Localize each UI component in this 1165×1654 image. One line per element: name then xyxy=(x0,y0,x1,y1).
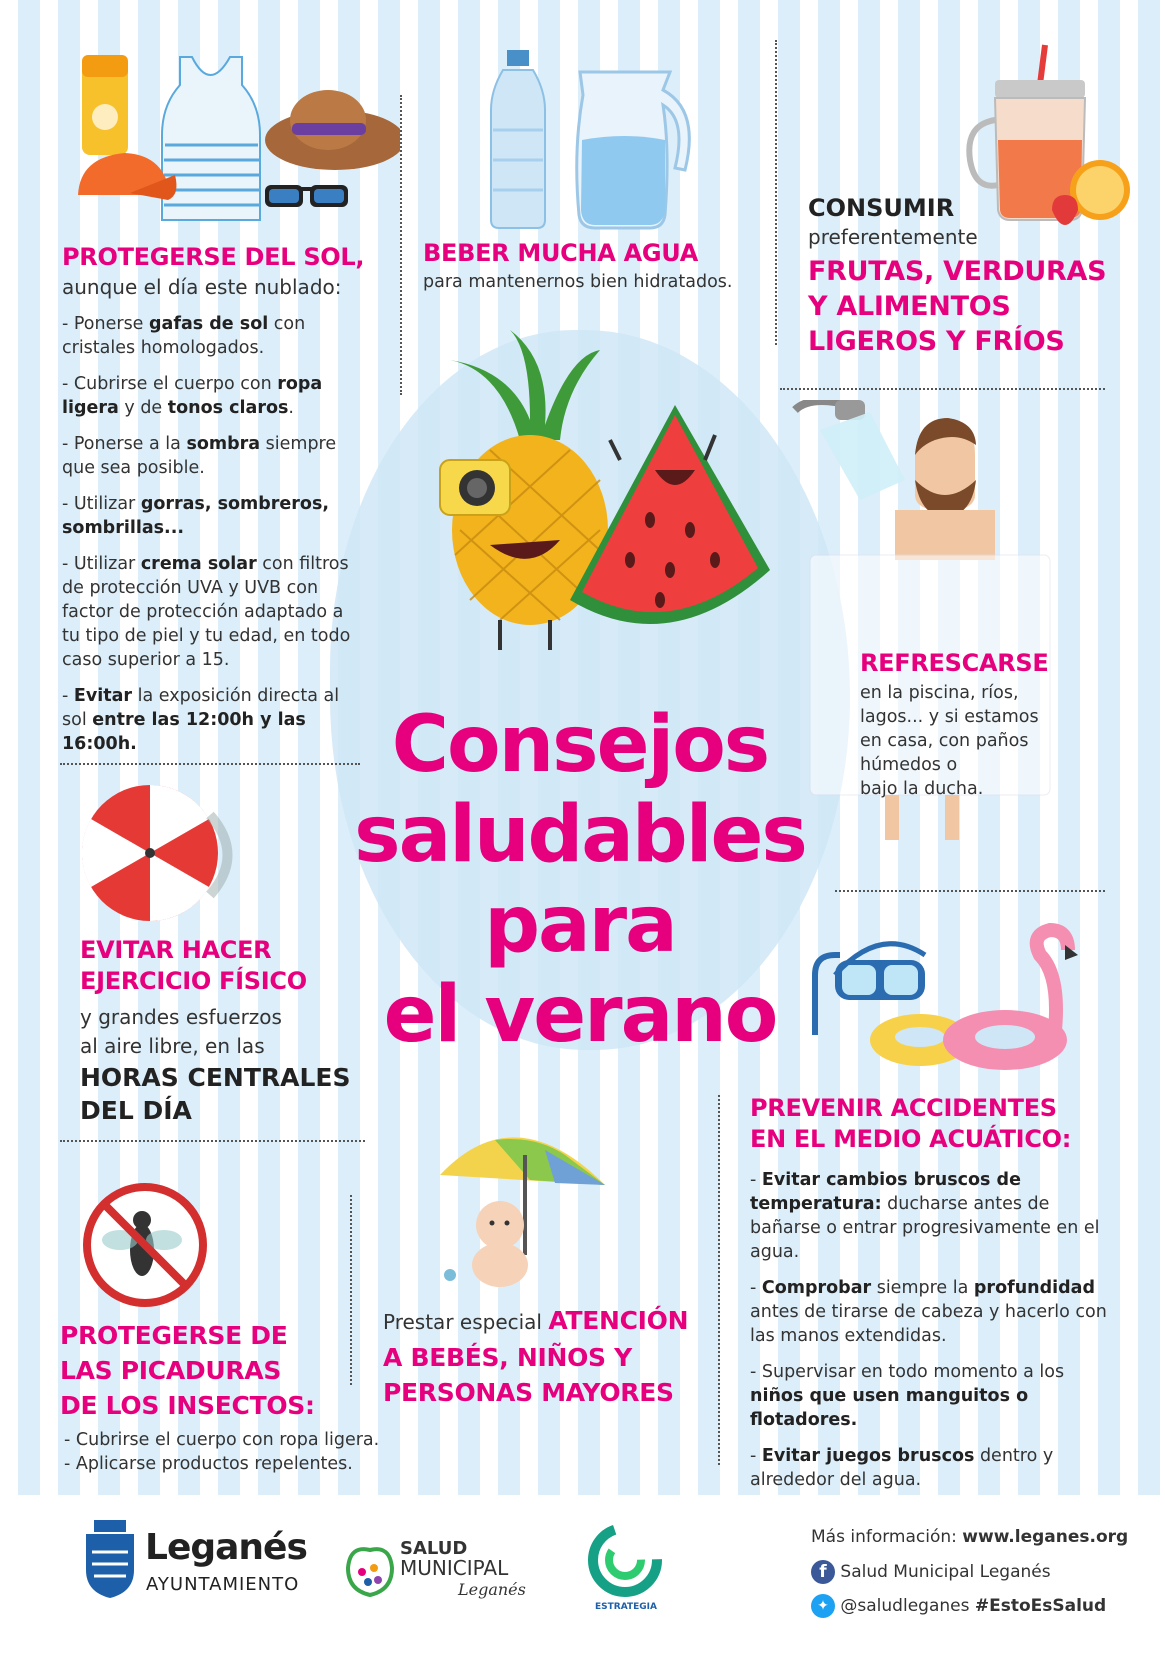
refresh-heading: REFRESCARSE xyxy=(860,649,1049,677)
divider xyxy=(718,1095,720,1465)
list-item: - Ponerse a la sombra siempre que sea posible. xyxy=(62,434,337,478)
care-heading: A BEBÉS, NIÑOS Y PERSONAS MAYORES xyxy=(383,1343,674,1407)
aquatic-heading: PREVENIR ACCIDENTES EN EL MEDIO ACUÁTICO: xyxy=(750,1094,1072,1153)
sun-subheading: aunque el día este nublado: xyxy=(62,275,342,299)
orange-slice-icon xyxy=(1070,160,1130,220)
water-jug-icon xyxy=(577,72,690,228)
food-heading: FRUTAS, VERDURAS Y ALIMENTOS LIGEROS Y FRÍOS xyxy=(808,256,1107,357)
pool-illustration xyxy=(810,915,1080,1070)
insect-illustration xyxy=(80,1180,210,1310)
facebook-link[interactable]: f Salud Municipal Leganés xyxy=(811,1560,1051,1584)
exercise-strong: HORAS CENTRALES DEL DÍA xyxy=(80,1063,351,1125)
food-lead: CONSUMIR xyxy=(808,194,955,222)
juice-illustration xyxy=(960,40,1140,225)
divider xyxy=(835,890,1105,892)
list-item: - Evitar la exposición directa al sol entre las 12:00h y las 16:00h. xyxy=(62,686,340,754)
list-item: - Utilizar gorras, sombreros, sombrillas... xyxy=(62,494,330,538)
beach-umbrella-icon xyxy=(82,785,228,921)
twitter-icon: ✦ xyxy=(811,1594,835,1618)
list-item: - Ponerse gafas de sol con cristales homologados. xyxy=(62,314,306,358)
city-subtitle: AYUNTAMIENTO xyxy=(146,1574,300,1595)
aquatic-tips-list xyxy=(750,1168,1115,1504)
website-link[interactable]: www.leganes.org xyxy=(962,1527,1129,1547)
sunscreen-icon xyxy=(82,55,128,155)
estrategia-logo xyxy=(585,1520,665,1600)
baby-illustration xyxy=(435,1115,610,1290)
sun-protection-illustration xyxy=(70,45,400,225)
list-item: - Cubrirse el cuerpo con ropa ligera. xyxy=(64,1430,380,1450)
list-item: - Supervisar en todo momento a los niños que usen manguitos o flotadores. xyxy=(750,1362,1065,1430)
salud-logo-text-2: MUNICIPAL xyxy=(400,1556,509,1580)
sun-hat-icon xyxy=(265,90,400,170)
salud-logo-text-3: Leganés xyxy=(458,1580,526,1599)
list-item: - Evitar cambios bruscos de temperatura: ducharse antes de bañarse o entrar progresivamente en el agua. xyxy=(750,1170,1100,1262)
divider xyxy=(350,1195,352,1385)
list-item: - Utilizar crema solar con filtros de protección UVA y UVB con factor de protección adaptado a tu tipo de piel y tu edad, en todo caso superior a 15. xyxy=(62,554,351,670)
leganes-shield-logo xyxy=(82,1520,138,1600)
list-item: - Cubrirse el cuerpo con ropa ligera y de tonos claros. xyxy=(62,374,323,418)
refresh-body: en la piscina, ríos, lagos... y si estamos en casa, con paños húmedos o bajo la ducha. xyxy=(860,683,1039,799)
flamingo-float-icon xyxy=(943,930,1078,1070)
sun-heading: PROTEGERSE DEL SOL, xyxy=(62,243,365,271)
water-heading: BEBER MUCHA AGUA xyxy=(423,239,699,267)
exercise-subheading: y grandes esfuerzos al aire libre, en las xyxy=(80,1005,282,1058)
umbrella-illustration xyxy=(70,785,250,925)
water-bottle-icon xyxy=(491,50,545,228)
city-name: Leganés xyxy=(145,1527,307,1568)
estrategia-label: ESTRATEGIA xyxy=(595,1602,657,1612)
baby-umbrella-icon xyxy=(440,1137,605,1287)
water-illustration xyxy=(485,50,725,230)
salud-logo-text-1: SALUD xyxy=(400,1538,468,1559)
divider xyxy=(400,95,402,395)
page-title: Consejos saludables para el verano xyxy=(354,700,806,1060)
tank-top-icon xyxy=(162,57,260,220)
salud-municipal-logo xyxy=(340,1540,400,1600)
juice-jar-icon xyxy=(969,45,1085,220)
fruit-characters xyxy=(420,330,820,690)
list-item: - Comprobar siempre la profundidad antes de tirarse de cabeza y hacerlo con las manos extendidas. xyxy=(750,1278,1107,1346)
more-info: Más información: www.leganes.org xyxy=(811,1527,1129,1547)
twitter-link[interactable]: ✦ @saludleganes #EstoEsSalud xyxy=(811,1594,1106,1618)
no-mosquito-icon xyxy=(87,1187,203,1303)
list-item: - Evitar juegos bruscos dentro y alrededor del agua. xyxy=(750,1446,1054,1490)
water-subheading: para mantenernos bien hidratados. xyxy=(423,272,733,292)
food-subheading: preferentemente xyxy=(808,225,978,249)
insects-tips-list xyxy=(64,1428,379,1476)
divider xyxy=(60,1140,365,1142)
list-item: - Aplicarse productos repelentes. xyxy=(64,1454,353,1474)
care-text: Prestar especial ATENCIÓN xyxy=(383,1306,689,1335)
divider xyxy=(775,40,777,345)
divider xyxy=(780,388,1105,390)
insects-heading: PROTEGERSE DE LAS PICADURAS DE LOS INSECTOS: xyxy=(60,1321,315,1420)
exercise-heading: EVITAR HACER EJERCICIO FÍSICO xyxy=(80,936,307,995)
facebook-icon: f xyxy=(811,1560,835,1584)
sunglasses-icon xyxy=(265,185,348,207)
